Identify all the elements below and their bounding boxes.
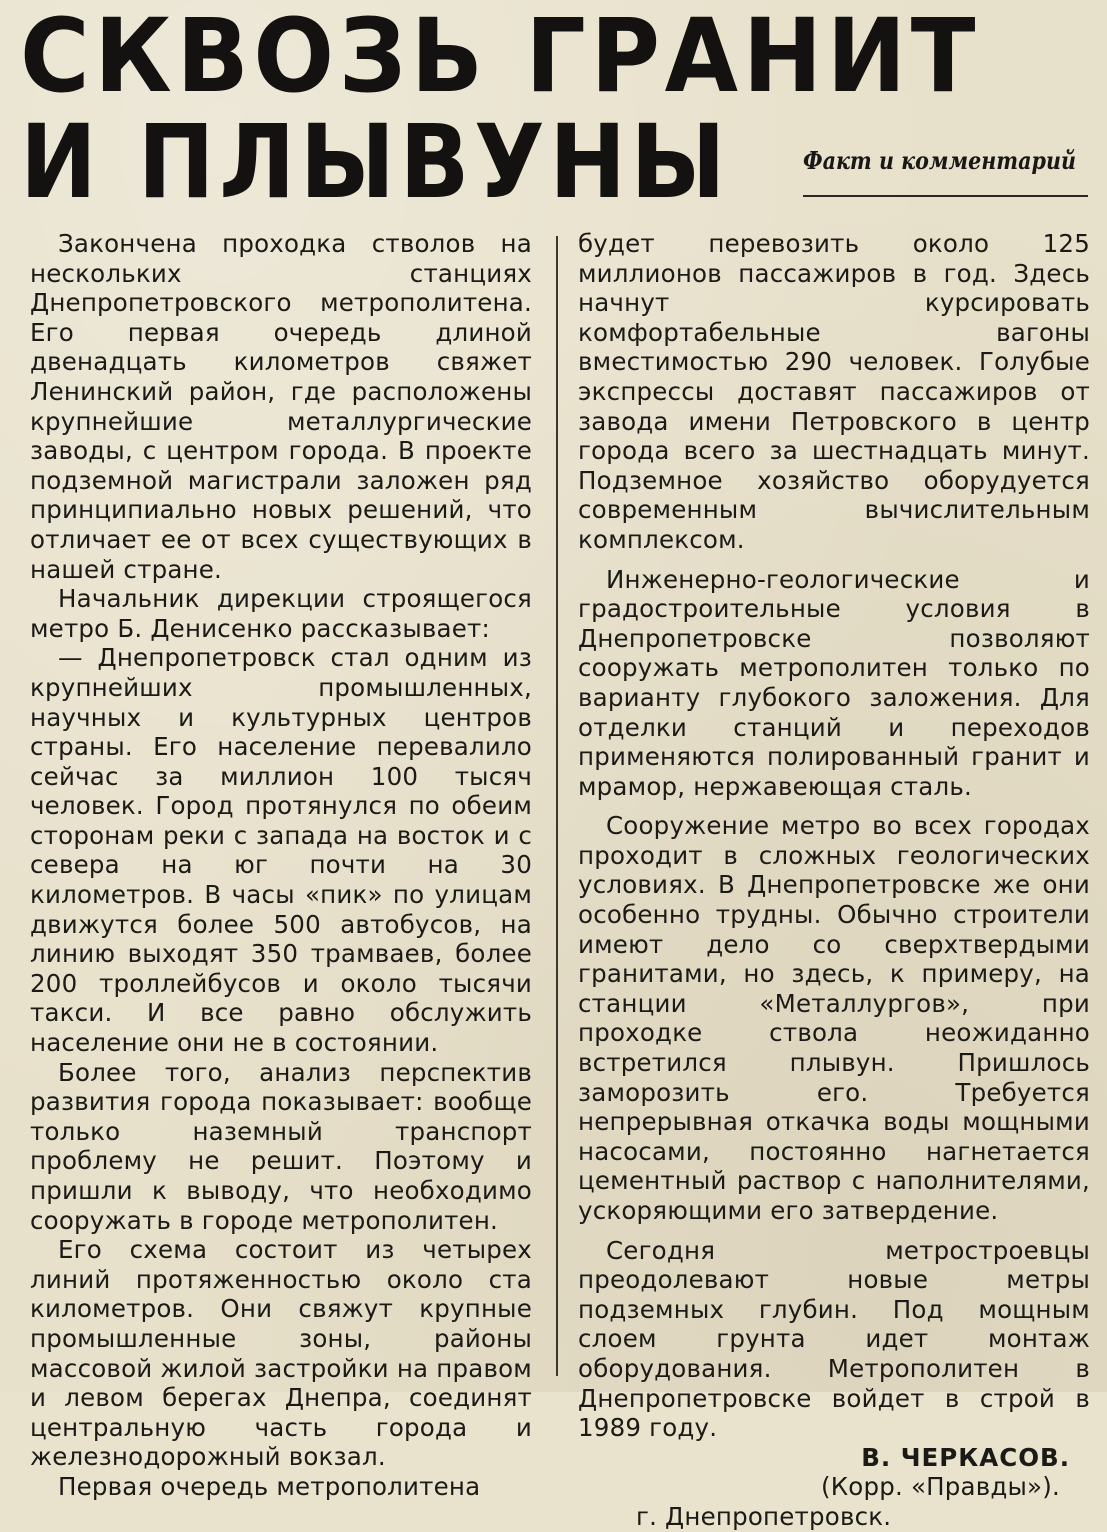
paragraph: будет перевозить около 125 миллионов пассажиров в год. Здесь начнут курсировать комфортабельные вагоны вместимостью 290 человек. Голубые экспрессы доставят пассажиров от завода имени Петровского в центр города всего за шестнадцать минут. Подземное хозяйство оборудуется современным вычислительным комплексом. xyxy=(578,229,1090,554)
rubric-label: Факт и комментарий xyxy=(803,146,1076,175)
rubric-underline xyxy=(803,195,1088,197)
headline-line-1: СКВОЗЬ ГРАНИТ xyxy=(20,0,981,116)
column-divider xyxy=(556,236,558,1376)
paragraph-gap xyxy=(578,555,1090,565)
paragraph: Сегодня метростроевцы преодолевают новые метры подземных глубин. Под мощным слоем грунта идет монтаж оборудования. Метрополитен в Днепропетровске войдет в строй в 1989 году. xyxy=(578,1235,1090,1443)
paragraph: — Днепропетровск стал одним из крупнейших промышленных, научных и культурных центров страны. Его население перевалило сейчас за миллион 100 тысяч человек. Город протянулся по обеим сторонам реки с запада на восток и с севера на юг почти на 30 километров. В часы «пик» по улицам движутся более 500 автобусов, на линию выходят 350 трамваев, более 200 троллейбусов и около тысячи такси. И все равно обслужить население они не в состоянии. xyxy=(30,643,532,1058)
author-affiliation: (Корр. «Правды»). xyxy=(820,1472,1060,1502)
author-signature: В. ЧЕРКАСОВ. xyxy=(861,1442,1070,1472)
headline-line-2: И ПЛЫВУНЫ xyxy=(20,103,731,222)
paragraph: Более того, анализ перспектив развития города показывает: вообще только наземный транспорт проблему не решит. Поэтому и пришли к выводу, что необходимо сооружать в городе метрополитен. xyxy=(30,1057,532,1235)
paragraph: Его схема состоит из четырех линий протяженностью около ста километров. Они свяжут крупные промышленные зоны, районы массовой жилой застройки на правом и левом берегах Днепра, соединят центральную часть города и железнодорожный вокзал. xyxy=(30,1235,532,1472)
paragraph: Начальник дирекции строящегося метро Б. Денисенко рассказывает: xyxy=(30,584,532,643)
dateline: г. Днепропетровск. xyxy=(636,1501,892,1531)
paragraph: Закончена проходка стволов на нескольких станциях Днепропетровского метрополитена. Его первая очередь длиной двенадцать километров свяжет Ленинский район, где расположены крупнейшие металлургические заводы, с центром города. В проекте подземной магистрали заложен ряд принципиально новых решений, что отличает ее от всех существующих в нашей стране. xyxy=(30,229,532,584)
paragraph: Сооружение метро во всех городах проходит в сложных геологических условиях. В Днепропетровске же они особенно трудны. Обычно строители имеют дело со сверхтвердыми гранитами, но здесь, к примеру, на станции «Металлургов», при проходке ствола неожиданно встретился плывун. Пришлось заморозить его. Требуется непрерывная откачка воды мощными насосами, постоянно нагнетается цементный раствор с наполнителями, ускоряющими его затвердение. xyxy=(578,811,1090,1225)
paragraph-gap xyxy=(578,801,1090,811)
right-column xyxy=(578,229,1090,1532)
paragraph: Инженерно-геологические и градостроительные условия в Днепропетровске позволяют сооружать метрополитен только по варианту глубокого заложения. Для отделки станций и переходов применяются полированный гранит и мрамор, нержавеющая сталь. xyxy=(578,564,1090,801)
left-column xyxy=(30,229,532,1502)
paragraph-gap xyxy=(578,1226,1090,1236)
paragraph: Первая очередь метрополитена xyxy=(58,1471,481,1501)
